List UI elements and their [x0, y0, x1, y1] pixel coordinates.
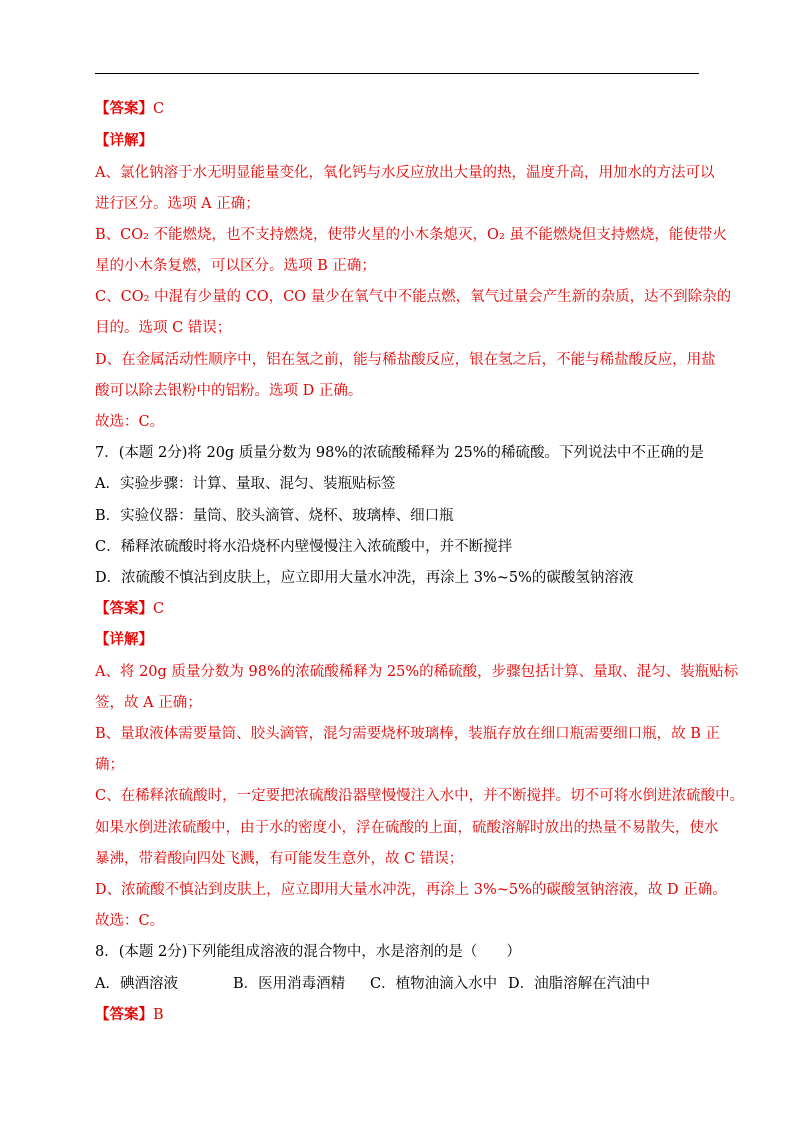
q6-explain-line: B、CO₂ 不能燃烧，也不支持燃烧，使带火星的小木条熄灭，O₂ 虽不能燃烧但支持燃烧，能使带火: [95, 227, 727, 243]
q7-detail-label: 【详解】: [95, 631, 153, 648]
q6-explain-line: 酸可以除去银粉中的铝粉。选项 D 正确。: [95, 383, 363, 399]
q7-option-a: A．实验步骤：计算、量取、混匀、装瓶贴标签: [95, 476, 396, 492]
q7-choice: 故选：C。: [95, 913, 165, 929]
q8-option-b: B．医用消毒酒精: [233, 976, 346, 992]
header-rule: [95, 73, 699, 74]
answer-value: B: [153, 1007, 164, 1023]
q6-explain-line: C、CO₂ 中混有少量的 CO，CO 量少在氧气中不能点燃，氧气过量会产生新的杂质，达不到除杂的: [95, 289, 732, 305]
q6-detail-label: 【详解】: [95, 132, 153, 149]
q7-explain-line: 签，故 A 正确；: [95, 695, 202, 711]
q7-explain-line: A、将 20g 质量分数为 98%的浓硫酸稀释为 25%的稀硫酸，步骤包括计算、量取、混匀、装瓶贴标: [95, 664, 739, 680]
answer-value: C: [153, 101, 165, 117]
q8-options: [95, 974, 695, 994]
q6-choice: 故选：C。: [95, 414, 165, 430]
q7-answer: [95, 599, 164, 619]
q6-explain-line: 目的。选项 C 错误；: [95, 320, 232, 336]
q6-answer: [95, 99, 164, 119]
answer-value: C: [153, 601, 165, 617]
q7-option-b: B．实验仪器：量筒、胶头滴管、烧杯、玻璃棒、细口瓶: [95, 508, 454, 524]
q7-explain-line: B、量取液体需要量筒、胶头滴管，混匀需要烧杯玻璃棒，装瓶存放在细口瓶需要细口瓶，故 B 正: [95, 726, 721, 742]
answer-label: 【答案】: [95, 100, 153, 117]
q7-explain-line: 如果水倒进浓硫酸中，由于水的密度小，浮在硫酸的上面，硫酸溶解时放出的热量不易散失，使水: [95, 820, 719, 836]
q7-explain-line: D、浓硫酸不慎沾到皮肤上，应立即用大量水冲洗，再涂上 3%~5%的碳酸氢钠溶液，故 D 正确。: [95, 882, 727, 898]
answer-label: 【答案】: [95, 600, 153, 617]
answer-label: 【答案】: [95, 1006, 153, 1023]
q6-explain-line: A、氯化钠溶于水无明显能量变化，氧化钙与水反应放出大量的热，温度升高，用加水的方法可以: [95, 165, 715, 181]
q8-option-c: C．植物油滴入水中: [370, 976, 498, 992]
q6-explain-line: 进行区分。选项 A 正确；: [95, 196, 260, 212]
q8-option-a: A．碘酒溶液: [95, 976, 178, 992]
q8-option-d: D．油脂溶解在汽油中: [508, 976, 651, 992]
q7-explain-line: C、在稀释浓硫酸时，一定要把浓硫酸沿器壁慢慢注入水中，并不断搅拌。切不可将水倒进浓硫酸中。: [95, 788, 745, 804]
q7-explain-line: 暴沸，带着酸向四处飞溅，有可能发生意外，故 C 错误；: [95, 851, 464, 867]
q7-option-d: D．浓硫酸不慎沾到皮肤上，应立即用大量水冲洗，再涂上 3%~5%的碳酸氢钠溶液: [95, 570, 634, 586]
q7-stem: 7．(本题 2分)将 20g 质量分数为 98%的浓硫酸稀释为 25%的稀硫酸。下列说法中不正确的是: [95, 445, 704, 461]
q7-explain-line: 确；: [95, 757, 124, 773]
q7-option-c: C．稀释浓硫酸时将水沿烧杯内壁慢慢注入浓硫酸中，并不断搅拌: [95, 539, 513, 555]
q6-explain-line: 星的小木条复燃，可以区分。选项 B 正确；: [95, 258, 376, 274]
q6-explain-line: D、在金属活动性顺序中，铝在氢之前，能与稀盐酸反应，银在氢之后，不能与稀盐酸反应，用盐: [95, 352, 716, 368]
q8-stem: 8．(本题 2分)下列能组成溶液的混合物中，水是溶剂的是（ ）: [95, 944, 521, 960]
q8-answer: [95, 1005, 164, 1025]
